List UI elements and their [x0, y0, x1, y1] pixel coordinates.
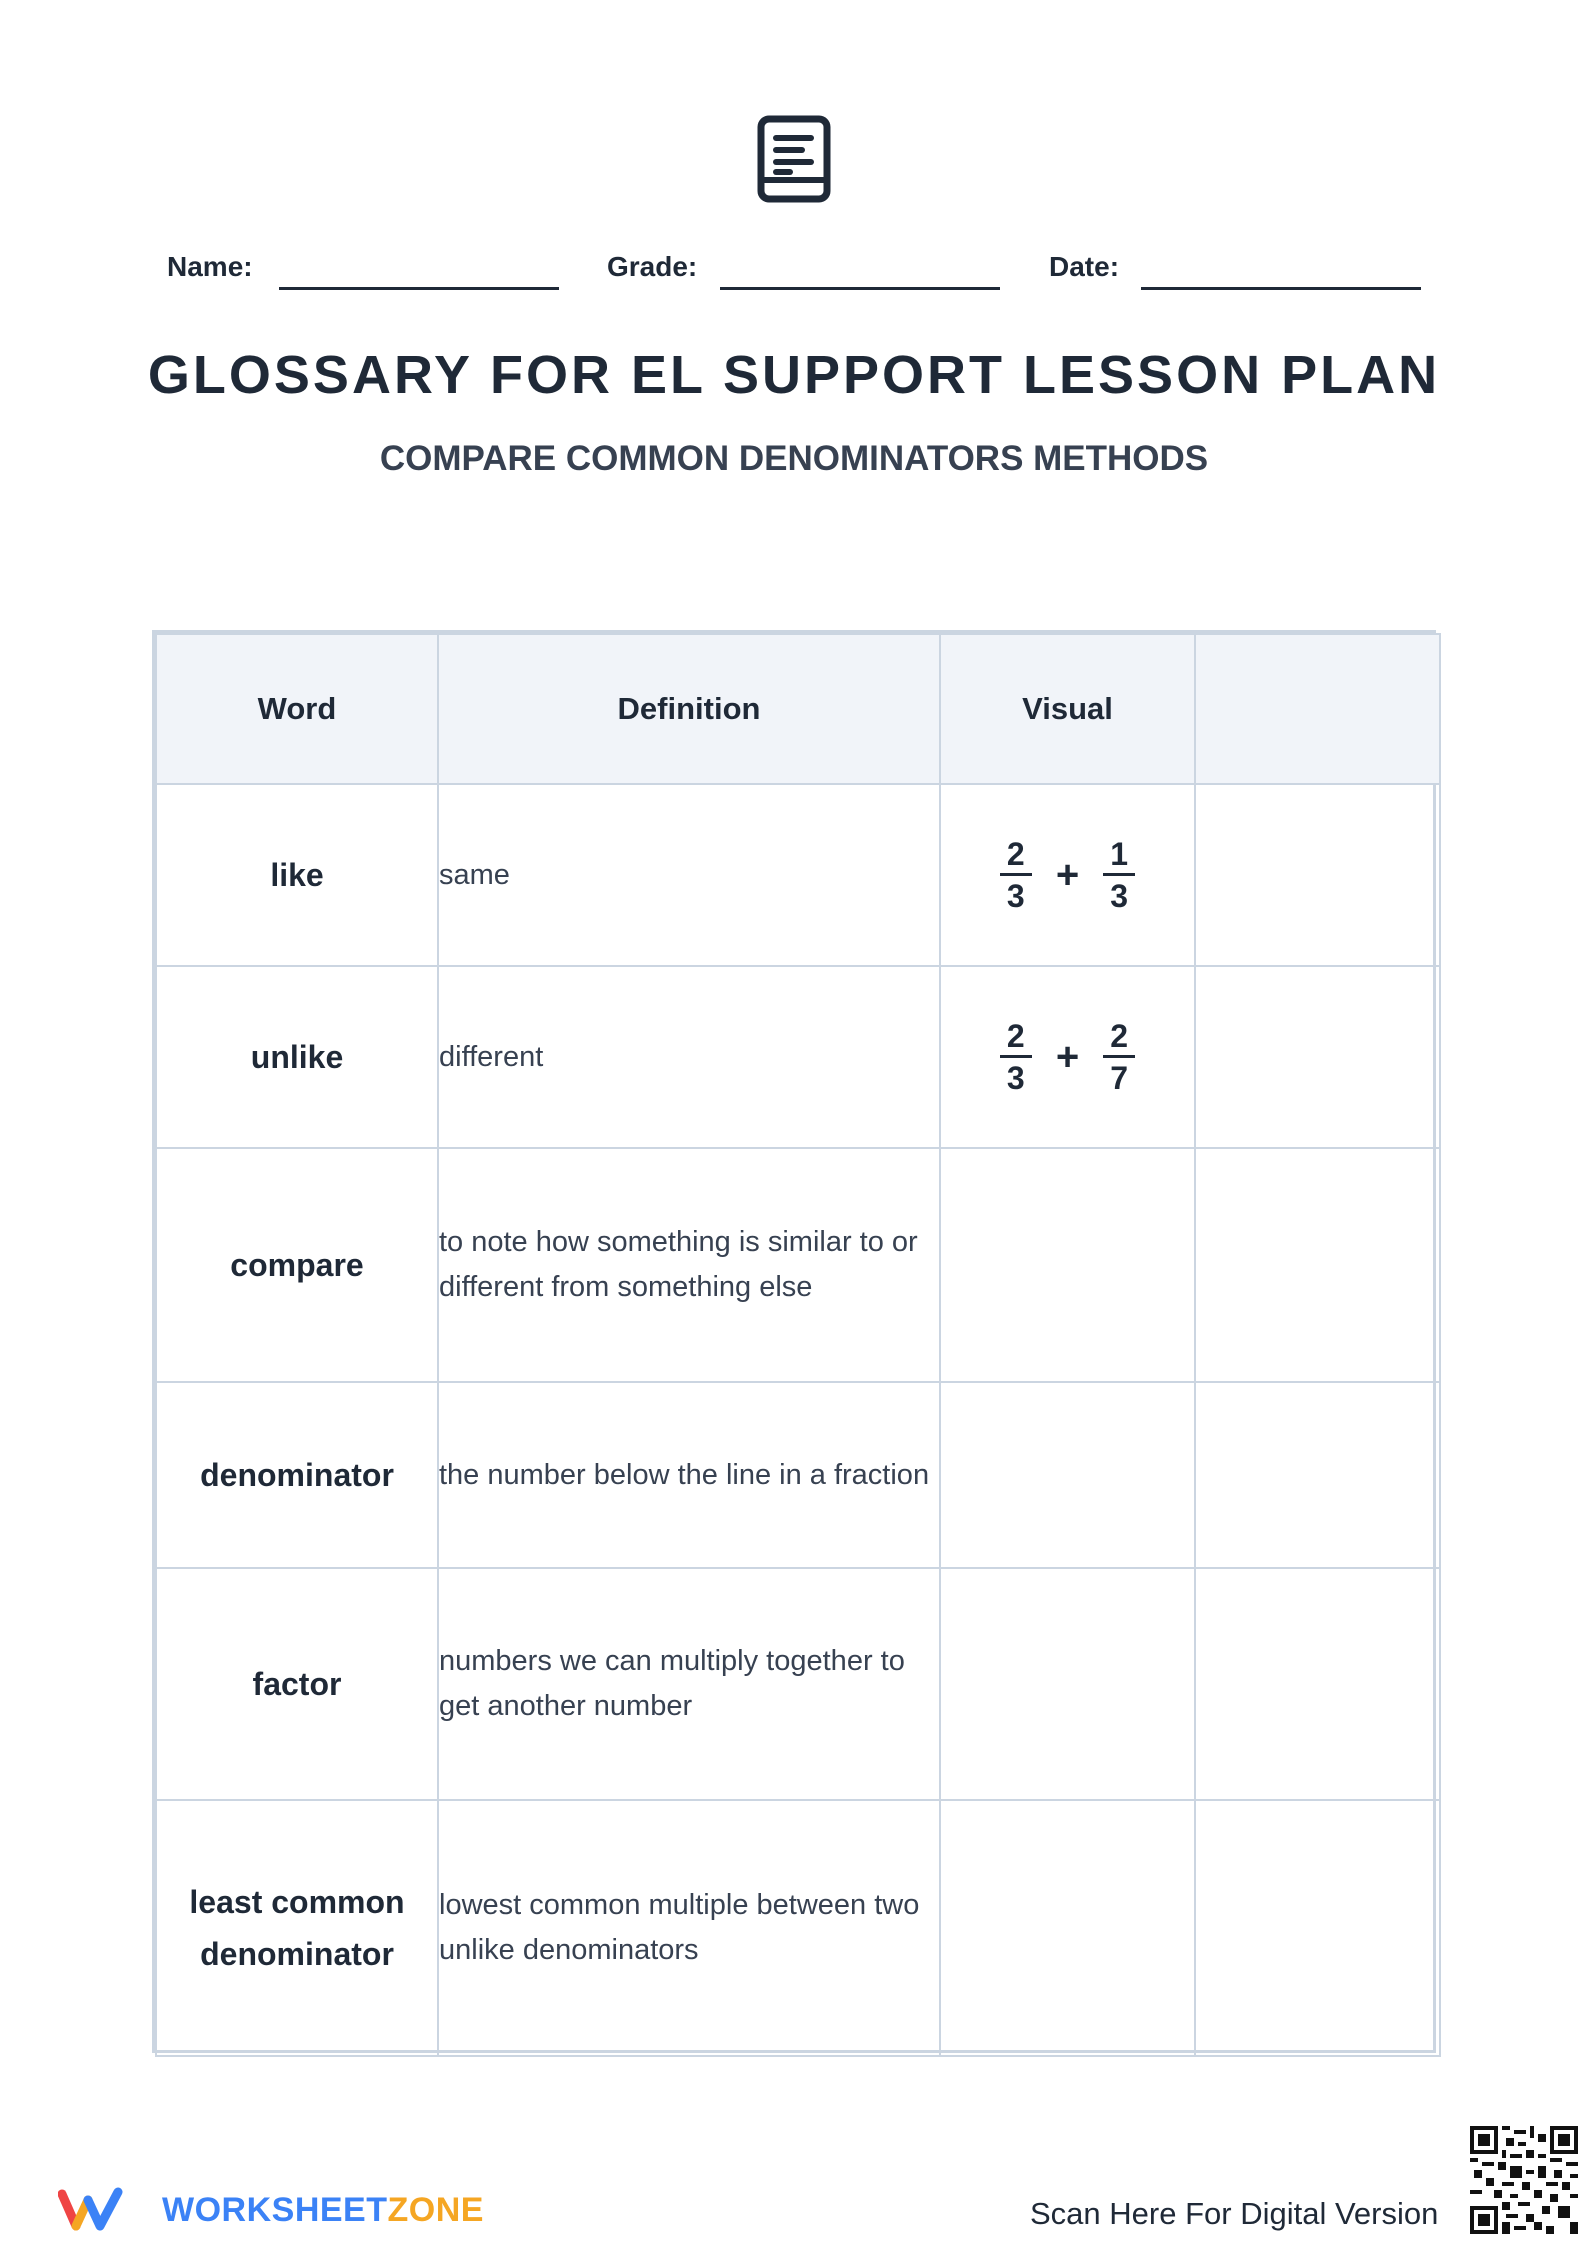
glossary-table-container: [152, 630, 1436, 2053]
fraction-expression: [1000, 837, 1135, 913]
table-row: [156, 1568, 1440, 1800]
grade-line[interactable]: [720, 287, 1000, 290]
definition-cell: lowest common multiple between two unlike denominators: [438, 1800, 940, 2056]
column-header-word: Word: [156, 634, 438, 784]
word-cell: least common denominator: [156, 1800, 438, 2056]
extra-cell: [1195, 1148, 1440, 1382]
fraction-bar: [1103, 873, 1135, 876]
student-info-fields: [167, 250, 1421, 292]
fraction: [1000, 1019, 1032, 1095]
definition-cell: the number below the line in a fraction: [438, 1382, 940, 1568]
glossary-table: [155, 633, 1441, 2057]
plus-operator: +: [1055, 852, 1080, 897]
column-header-visual: Visual: [940, 634, 1195, 784]
visual-cell: [940, 1568, 1195, 1800]
logo-text: [162, 2190, 484, 2230]
extra-cell: [1195, 1568, 1440, 1800]
fraction-bar: [1000, 873, 1032, 876]
extra-cell: [1195, 784, 1440, 966]
fraction-expression: [1000, 1019, 1135, 1095]
table-row: [156, 1148, 1440, 1382]
table-header-row: [156, 634, 1440, 784]
extra-cell: [1195, 966, 1440, 1148]
page-subtitle: COMPARE COMMON DENOMINATORS METHODS: [379, 439, 1209, 478]
numerator: 1: [1110, 836, 1129, 872]
grade-field[interactable]: [607, 250, 1002, 292]
worksheetzone-logo-icon: [58, 2186, 154, 2234]
name-line[interactable]: [279, 287, 559, 290]
name-label: Name:: [167, 251, 253, 282]
denominator: 3: [1006, 1060, 1025, 1096]
numerator: 2: [1006, 836, 1025, 872]
qr-code-icon[interactable]: [1470, 2126, 1578, 2234]
plus-operator: +: [1055, 1034, 1080, 1079]
denominator: 3: [1110, 878, 1129, 914]
denominator: 3: [1006, 878, 1025, 914]
word-cell: denominator: [156, 1382, 438, 1568]
page-title: GLOSSARY FOR EL SUPPORT LESSON PLAN: [147, 345, 1441, 405]
worksheetzone-logo[interactable]: [58, 2186, 484, 2234]
definition-cell: to note how something is similar to or different from something else: [438, 1148, 940, 1382]
document-icon: [756, 114, 832, 204]
date-label: Date:: [1049, 251, 1120, 282]
word-cell: unlike: [156, 966, 438, 1148]
fraction: [1103, 1019, 1135, 1095]
logo-text-worksheet: WORKSHEET: [162, 2191, 388, 2229]
table-row: [156, 1800, 1440, 2056]
fraction-bar: [1103, 1055, 1135, 1058]
fraction: [1103, 837, 1135, 913]
definition-cell: numbers we can multiply together to get another number: [438, 1568, 940, 1800]
logo-text-zone: ZONE: [387, 2191, 484, 2229]
table-row: [156, 966, 1440, 1148]
visual-cell: [940, 966, 1195, 1148]
definition-cell: different: [438, 966, 940, 1148]
word-cell: compare: [156, 1148, 438, 1382]
definition-cell: same: [438, 784, 940, 966]
word-cell: like: [156, 784, 438, 966]
scan-label: Scan Here For Digital Version: [1030, 2196, 1439, 2231]
numerator: 2: [1006, 1018, 1025, 1054]
column-header-extra: [1195, 634, 1440, 784]
table-row: [156, 784, 1440, 966]
denominator: 7: [1110, 1060, 1129, 1096]
word-cell: factor: [156, 1568, 438, 1800]
visual-cell: [940, 1148, 1195, 1382]
extra-cell: [1195, 1382, 1440, 1568]
date-line[interactable]: [1141, 287, 1421, 290]
extra-cell: [1195, 1800, 1440, 2056]
date-field[interactable]: [1049, 250, 1421, 292]
grade-label: Grade:: [607, 251, 698, 282]
column-header-definition: Definition: [438, 634, 940, 784]
table-row: [156, 1382, 1440, 1568]
visual-cell: [940, 784, 1195, 966]
numerator: 2: [1110, 1018, 1129, 1054]
fraction-bar: [1000, 1055, 1032, 1058]
name-field[interactable]: [167, 250, 562, 292]
visual-cell: [940, 1382, 1195, 1568]
fraction: [1000, 837, 1032, 913]
visual-cell: [940, 1800, 1195, 2056]
